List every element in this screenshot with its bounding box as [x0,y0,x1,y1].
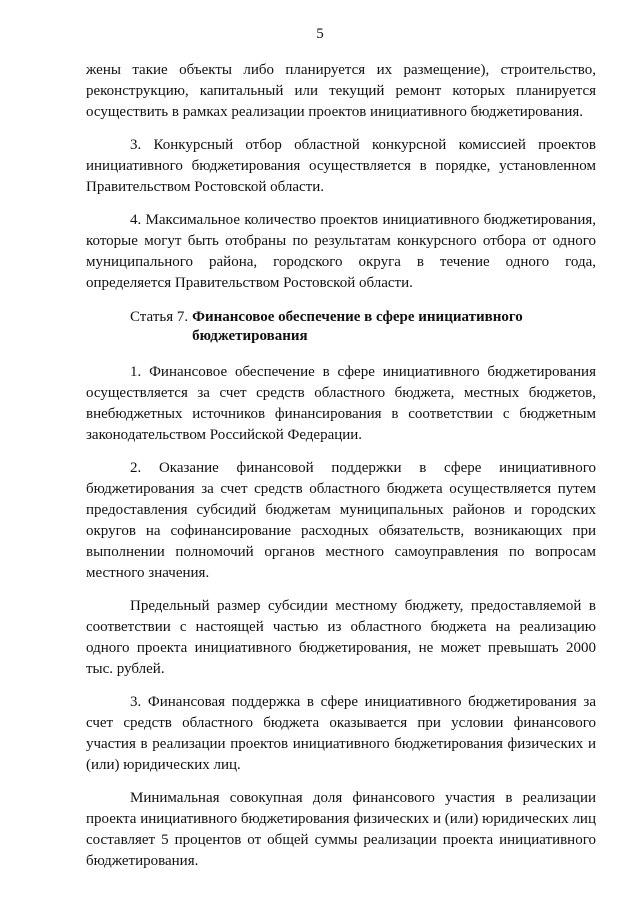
article-heading [86,308,596,346]
page-number: 5 [316,26,324,42]
article-label: Статья 7. [130,309,189,325]
article-title: Финансовое обеспечение в сфере инициативного бюджетирования [192,309,523,344]
paragraph-article7-item-2: 2. Оказание финансовой поддержки в сфере инициативного бюджетирования за счет средств областного бюджета осуществляется путем предоставления субсидий бюджетам муниципальных районов и городских округов на софинансирование расходных обязательств, возникающих при выполнении полномочий органов местного самоуправления по вопросам местного значения. [86,460,596,581]
paragraph-article7-item-1: 1. Финансовое обеспечение в сфере инициативного бюджетирования осуществляется за счет средств областного бюджета, местных бюджетов, внебюджетных источников финансирования в соответствии с бюджетным законодательством Российской Федерации. [86,364,596,443]
paragraph-article7-item-3: 3. Финансовая поддержка в сфере инициативного бюджетирования за счет средств областного бюджета оказывается при условии финансового участия в реализации проектов инициативного бюджетирования физических и (или) юридических лиц. [86,694,596,773]
paragraph-minimum-share: Минимальная совокупная доля финансового участия в реализации проекта инициативного бюджетирования физических и (или) юридических лиц составляет 5 процентов от общей суммы реализации проекта инициативного бюджетирования. [86,790,596,869]
paragraph-subsidy-limit: Предельный размер субсидии местному бюджету, предоставляемой в соответствии с настоящей частью из областного бюджета на реализацию одного проекта инициативного бюджетирования, не может превышать 2000 тыс. рублей. [86,598,596,677]
paragraph-item-3: 3. Конкурсный отбор областной конкурсной комиссией проектов инициативного бюджетирования осуществляется в порядке, установленном Правительством Ростовской области. [86,137,596,195]
paragraph-item-4: 4. Максимальное количество проектов инициативного бюджетирования, которые могут быть отобраны по результатам конкурсного отбора от одного муниципального района, городского округа в течение одного года, определяется Правительством Ростовской области. [86,212,596,291]
paragraph-continuation: жены такие объекты либо планируется их размещение), строительство, реконструкцию, капитальный или текущий ремонт которых планируется осуществить в рамках реализации проектов инициативного бюджетирования. [86,62,596,120]
